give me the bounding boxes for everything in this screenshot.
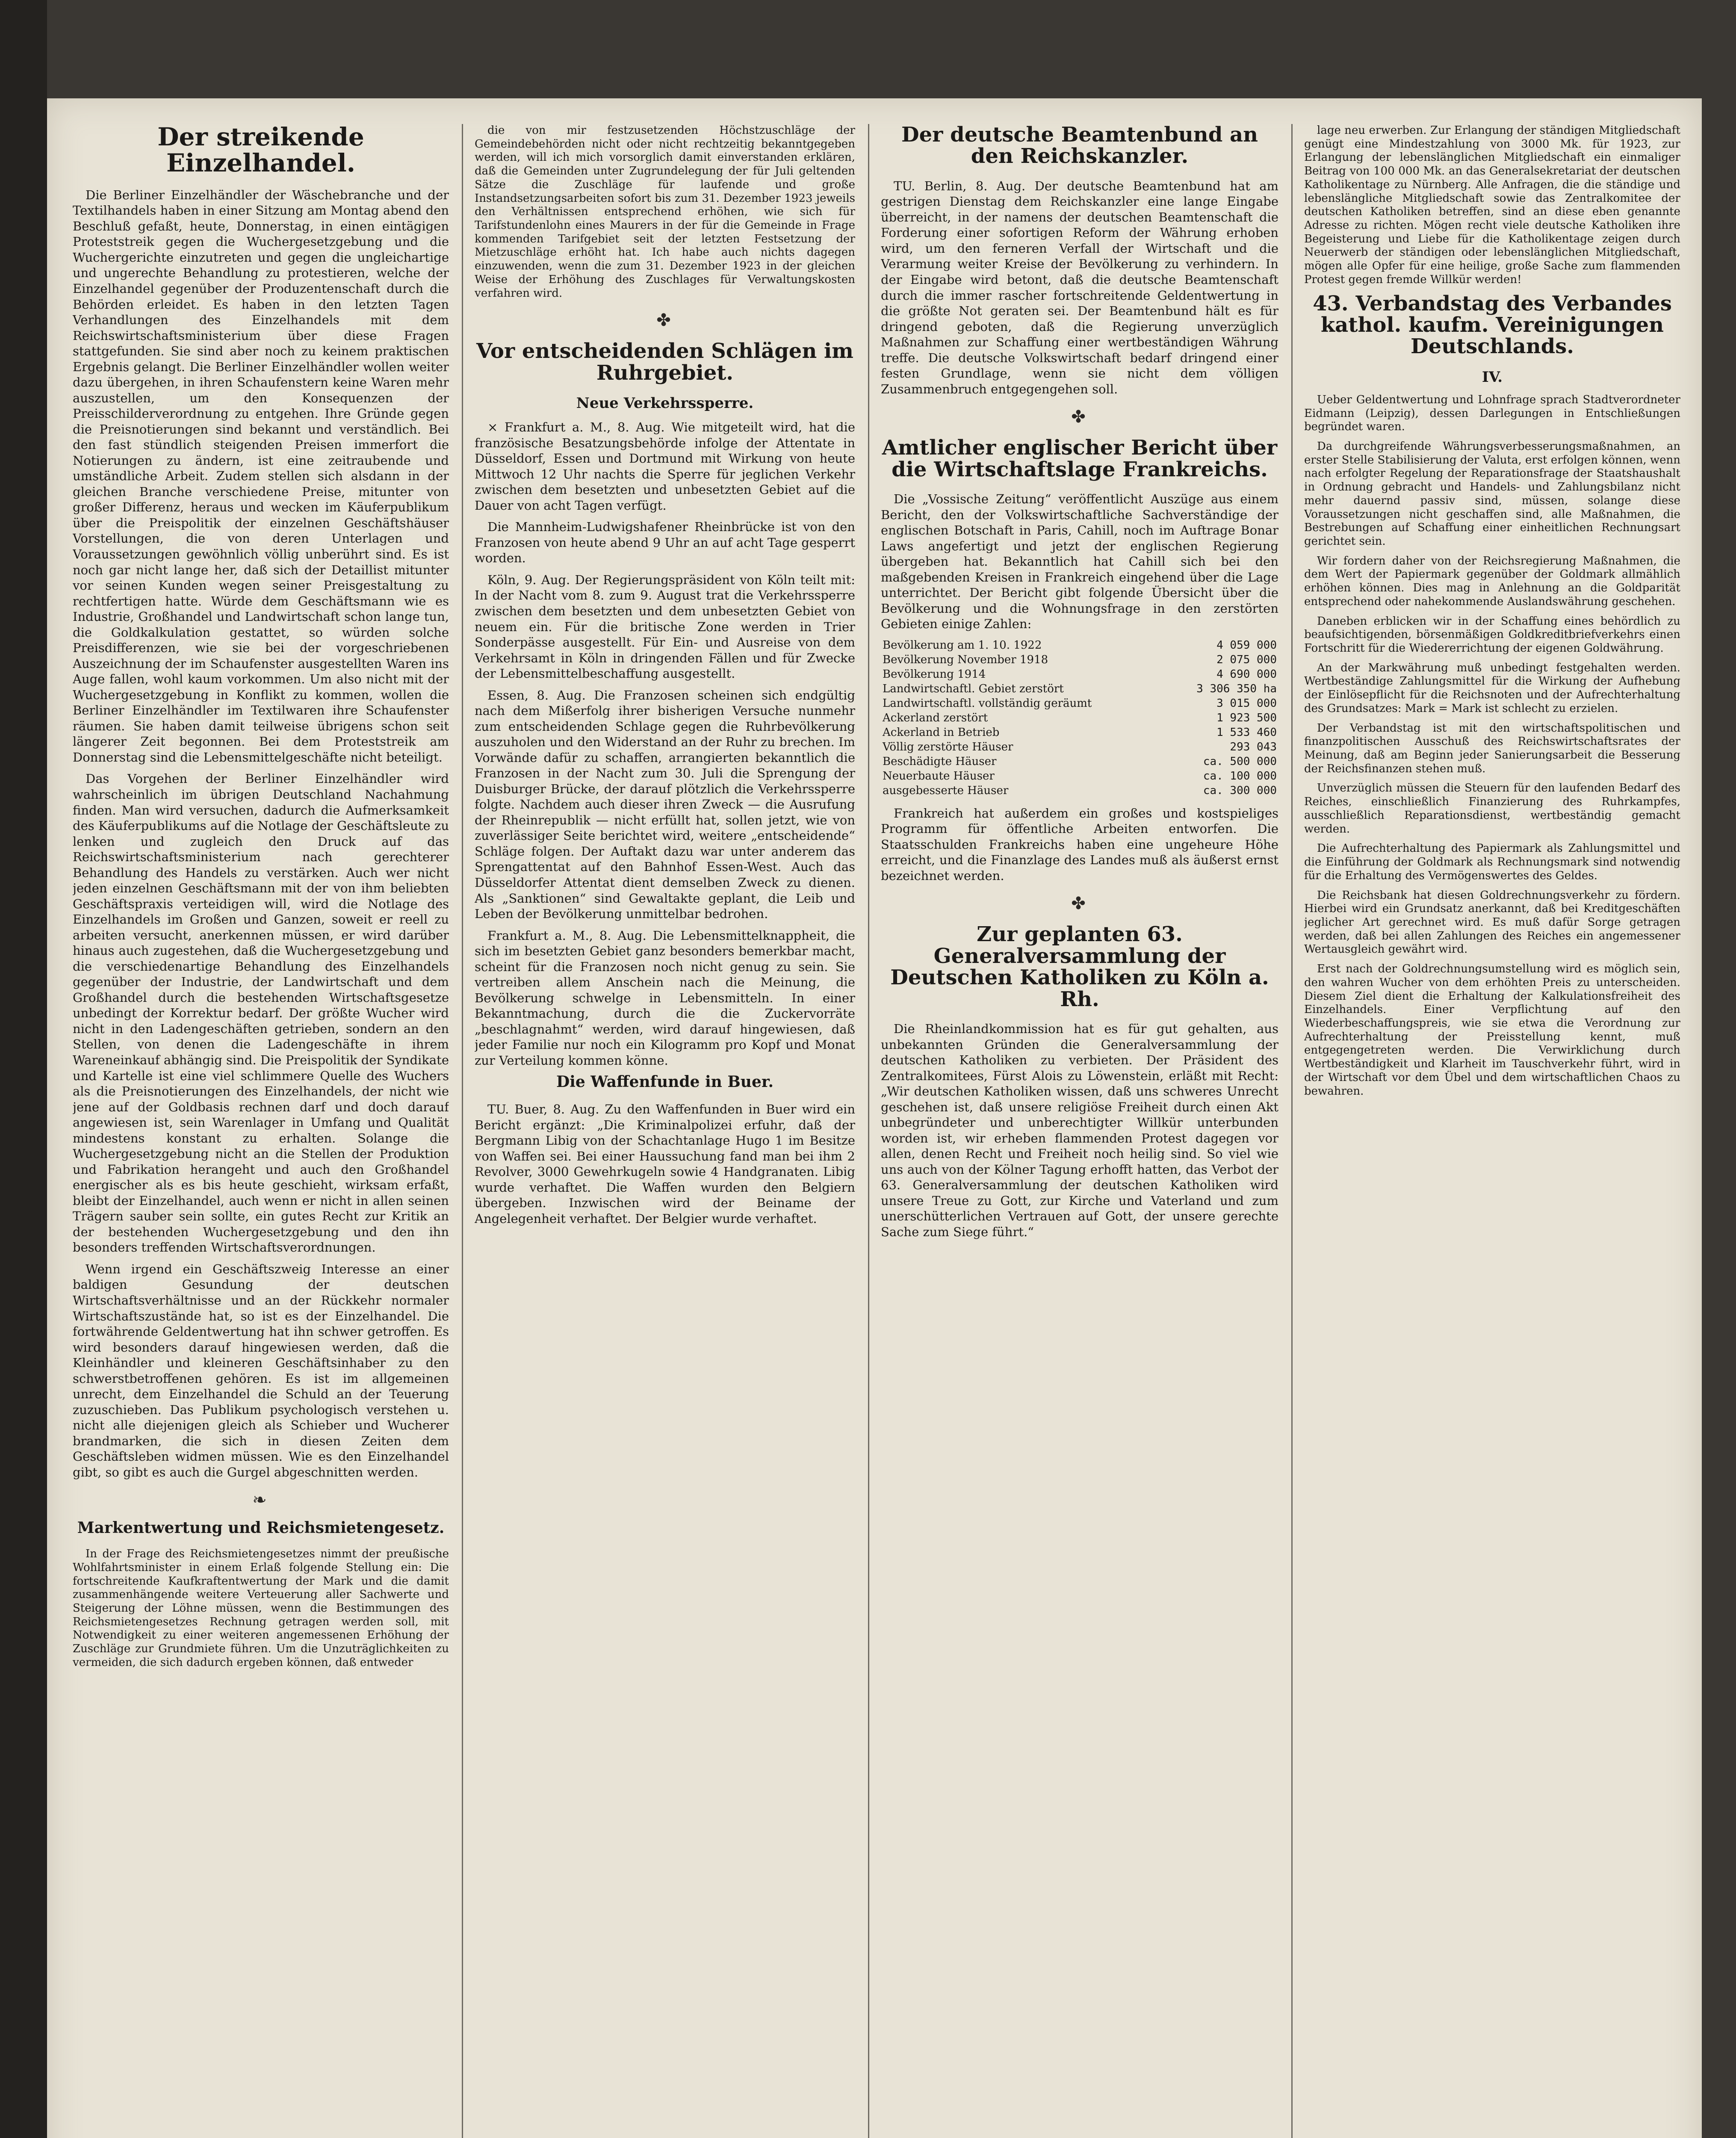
- newspaper-page: [47, 98, 1702, 2138]
- article-headline: 43. Verbandstag des Verbandes kathol. kaufm. Vereinigungen Deutschlands.: [1313, 291, 1672, 359]
- row-label: Ackerland zerstört: [883, 711, 988, 724]
- row-value: 1 533 460: [1216, 726, 1277, 739]
- column-rule: [868, 124, 869, 2138]
- article-paragraph: Der Verbandstag ist mit den wirtschaftspolitischen und finanzpolitischen Ausschuß des Reichswirtschaftsrates der Meinung, daß am Beginn jeder Sanierungsarbeit die Besserung der Reichsfinanzen stehen muß.: [1304, 721, 1680, 775]
- article-paragraph: Frankreich hat außerdem ein großes und kostspieliges Programm für öffentliche Arbeiten entworfen. Die Staatsschulden Frankreichs haben eine ungeheure Höhe erreicht, und die Finanzlage des Landes muß als äußerst ernst bezeichnet werden.: [881, 806, 1278, 883]
- table-row: [881, 769, 1278, 783]
- article-paragraph: Die Rheinlandkommission hat es für gut gehalten, aus unbekannten Gründen die Generalversammlung der deutschen Katholiken zu verbieten. Der Präsident des Zentralkomitees, Fürst Alois zu Löwenstein, erläßt mit Recht: „Wir deutschen Katholiken wissen, daß uns schweres Unrecht geschehen ist, daß unsere religiöse Freiheit durch einen Akt unbegründeter und unberechtigter Willkür unterbunden worden ist, wir erheben flammenden Protest dagegen vor allen, denen Recht und Freiheit noch heilig sind. So viel wie uns auch von der Kölner Tagung erhofft hatten, das Verbot der 63. Generalversammlung der deutschen Katholiken wird unsere Treue zu Gott, zur Kirche und Vaterland und zum unerschütterlichen Vertrauen auf Gott, der unsere gerechte Sache zum Siege führt.“: [881, 1022, 1278, 1239]
- ornament-divider: ✤: [656, 310, 673, 331]
- article-paragraph: Das Vorgehen der Berliner Einzelhändler wird wahrscheinlich im übrigen Deutschland Nachahmung finden. Man wird versuchen, dadurch die Aufmerksamkeit des Käuferpublikums auf die Notlage der Geschäftsleute zu lenken und zugleich den Druck auf das Reichswirtschaftsministerium nach gerechterer Behandlung des Handels zu verstärken. Auch wer nicht jeden einzelnen Geschäftsmann mit der von ihm beliebten Geschäftspraxis verteidigen will, wird die Notlage des Einzelhandels im Großen und Ganzen, soweit er reell zu arbeiten versucht, anerkennen müssen, er wird darüber hinaus auch zugestehen, daß die Wuchergesetzgebung und die verschiedenartige Behandlung des Einzelhandels gegenüber der Industrie, der Landwirtschaft und dem Großhandel durch die bestehenden Wirtschaftsgesetze unbedingt der Korrektur bedarf. Der größte Wucher wird nicht in den Ladengeschäften getrieben, sondern an den Stellen, von denen die Ladengeschäfte in ihrem Wareneinkauf abhängig sind. Die Preispolitik der Syndikate und Kartelle ist eine viel schlimmere Quelle des Wuchers als die Preisnotierungen des Einzelhandels, der nicht wie jene auf der Goldbasis rechnen darf und doch darauf angewiesen ist, sein Warenlager in Umfang und Qualität mindestens konstant zu erhalten. Solange die Wuchergesetzgebung nicht an die Stellen der Produktion und Fabrikation herangeht und auch den Großhandel energischer als es bis heute geschieht, wirksam erfaßt, bleibt der Einzelhandel, auch wenn er nicht in allen seinen Trägern sauber sein sollte, ein gutes Recht zur Kritik an der bestehenden Wuchergesetzgebung und den ihn besonders treffenden Wirtschaftsverordnungen.: [73, 771, 449, 1255]
- article-headline: Der streikende Einzelhandel.: [157, 124, 364, 177]
- article-paragraph: Wir fordern daher von der Reichsregierung Maßnahmen, die dem Wert der Papiermark gegenüber der Goldmark allmählich erhöhen können. Dies mag in Anlehnung an die Goldparität entsprechend oder nahekommende Auslandswährung geschehen.: [1304, 554, 1680, 608]
- article-paragraph: Köln, 9. Aug. Der Regierungspräsident von Köln teilt mit: In der Nacht vom 8. zum 9. August trat die Verkehrssperre zwischen dem besetzten und dem unbesetzten Gebiet von neuem ein. Für die britische Zone werden in Trier Sonderpässe ausgestellt. Für Ein- und Ausreise von dem Verkehrsamt in Köln in dringenden Fällen und für Zwecke der Lebensmittelbeschaffung ausgestellt.: [475, 572, 855, 681]
- row-label: Völlig zerstörte Häuser: [883, 740, 1013, 753]
- table-row: [881, 696, 1278, 711]
- row-value: 4 059 000: [1216, 638, 1277, 652]
- statistics-table: [881, 638, 1278, 798]
- article-paragraph: Ueber Geldentwertung und Lohnfrage sprach Stadtverordneter Eidmann (Leipzig), dessen Darlegungen in Entschließungen begründet waren.: [1304, 393, 1680, 434]
- row-label: Bevölkerung am 1. 10. 1922: [883, 638, 1042, 652]
- article-headline: Die Waffenfunde in Buer.: [556, 1073, 774, 1091]
- column-3: [881, 124, 1278, 2138]
- row-value: 1 923 500: [1216, 711, 1277, 724]
- table-row: [881, 638, 1278, 653]
- table-row: [881, 653, 1278, 667]
- article-paragraph: Wenn irgend ein Geschäftszweig Interesse an einer baldigen Gesundung der deutschen Wirtschaftsverhältnisse und an der Rückkehr normaler Wirtschaftszustände hat, so ist es der Einzelhandel. Die fortwährende Geldentwertung hat ihn schwer getroffen. Es wird besonders darauf hingewiesen werden, daß die Kleinhändler und kleineren Geschäftsinhaber zu den schwerstbetroffenen gehören. Es ist im allgemeinen unrecht, dem Einzelhandel die Schuld an der Teuerung zuzuschieben. Das Publikum psychologisch verstehen u. nicht alle diejenigen gleich als Schieber und Wucherer brandmarken, die sich in diesen Zeiten dem Geschäftsleben widmen müssen. Wie es den Einzelhandel gibt, so gibt es auch die Gurgel abgeschnitten werden.: [73, 1261, 449, 1479]
- article-paragraph: × Frankfurt a. M., 8. Aug. Wie mitgeteilt wird, hat die französische Besatzungsbehörde infolge der Attentate in Düsseldorf, Essen und Dortmund mit Wirkung von heute Mittwoch 12 Uhr nachts die Sperre für jeglichen Verkehr zwischen dem besetzten und unbesetzten Gebiet auf die Dauer von acht Tagen verfügt.: [475, 420, 855, 513]
- left-edge: [0, 0, 47, 2138]
- article-subheadline: IV.: [1482, 368, 1503, 386]
- table-row: [881, 725, 1278, 740]
- row-label: Ackerland in Betrieb: [883, 726, 1000, 739]
- article-paragraph: Erst nach der Goldrechnungsumstellung wird es möglich sein, den wahren Wucher von dem erhöhten Preis zu unterscheiden. Diesem Ziel dient die Erhaltung der Kalkulationsfreiheit des Einzelhandels. Einer Verpflichtung auf den Wiederbeschaffungspreis, wie sie etwa die Verordnung zur Aufrechterhaltung der Preisstellung kennt, muß entgegengetreten werden. Die Verwirklichung durch Wertbeständigkeit und Klarheit im Tauschverkehr führt, wird in der Wirtschaft vor dem Übel und dem wirtschaftlichen Chaos zu bewahren.: [1304, 963, 1680, 1098]
- row-value: 4 690 000: [1216, 667, 1277, 681]
- article-paragraph: TU. Berlin, 8. Aug. Der deutsche Beamtenbund hat am gestrigen Dienstag dem Reichskanzler eine lange Eingabe überreicht, in der namens der deutschen Beamtenschaft die Forderung einer sofortigen Reform der Währung erhoben wird, um den ferneren Verfall der Wirtschaft und die Verarmung weiter Kreise der Bevölkerung zu verhindern. In der Eingabe wird betont, daß die deutsche Beamtenschaft durch die immer rascher fortschreitende Geldentwertung in die größte Not geraten sei. Der Beamtenbund hält es für dringend geboten, daß die Regierung unverzüglich Maßnahmen zur Schaffung einer wertbeständigen Währung treffe. Die deutsche Volkswirtschaft bedarf dringend einer festen Grundlage, wenn sie nicht dem völligen Zusammenbruch entgegengehen soll.: [881, 178, 1278, 396]
- article-paragraph: Essen, 8. Aug. Die Franzosen scheinen sich endgültig nach dem Mißerfolg ihrer bisherigen Versuche nunmehr zum entscheidenden Schlage gegen die Ruhrbevölkerung auszuholen und den Widerstand an der Ruhr zu brechen. Im Vorwände dafür zu schaffen, arrangierten bekanntlich die Franzosen in der Nacht zum 30. Juli die Sprengung der Duisburger Brücke, der darauf plötzlich die Verkehrssperre folgte. Nachdem auch dieser ihren Zweck — die Ausrufung der Rheinrepublik — nicht erfüllt hat, sollen jetzt, wie von zuverlässiger Seite berichtet wird, weitere „entscheidende“ Schläge folgen. Der Auftakt dazu war unter anderem das Sprengattentat auf den Bahnhof Essen-West. Auch das Düsseldorfer Attentat dient demselben Zweck zu dienen. Als „Sanktionen“ sind Gewaltakte geplant, die Leib und Leben der Bevölkerung unmittelbar bedrohen.: [475, 688, 855, 921]
- row-label: Landwirtschaftl. vollständig geräumt: [883, 697, 1092, 710]
- table-row: [881, 740, 1278, 754]
- table-row: [881, 754, 1278, 769]
- row-label: Landwirtschaftl. Gebiet zerstört: [883, 682, 1064, 695]
- article-paragraph: Daneben erblicken wir in der Schaffung eines behördlich zu beaufsichtigenden, börsenmäßigen Goldkreditbriefverkehrs einen Fortschritt für die Wiedererrichtung der eigenen Goldwährung.: [1304, 614, 1680, 655]
- article-paragraph: Die Reichsbank hat diesen Goldrechnungsverkehr zu fördern. Hierbei wird ein Grundsatz anerkannt, daß bei Kreditgeschäften jeglicher Art gerechnet wird. Es muß dafür Sorge getragen werden, daß bei allen Zahlungen des Reiches ein angemessener Wertausgleich gewährt wird.: [1304, 889, 1680, 956]
- article-headline: Amtlicher englischer Bericht über die Wirtschaftslage Frankreichs.: [882, 436, 1278, 481]
- article-paragraph: TU. Buer, 8. Aug. Zu den Waffenfunden in Buer wird ein Bericht ergänzt: „Die Kriminalpolizei erfuhr, daß der Bergmann Libig von der Schachtanlage Hugo 1 im Besitze von Waffen sei. Bei einer Haussuchung fand man bei ihm 2 Revolver, 3000 Gewehrkugeln sowie 4 Handgranaten. Libig wurde verhaftet. Die Waffen wurden den Belgiern übergeben. Inzwischen wird der Beiname der Angelegenheit verhaftet. Der Belgier wurde verhaftet.: [475, 1102, 855, 1226]
- article-paragraph: Unverzüglich müssen die Steuern für den laufenden Bedarf des Reiches, einschließlich Finanzierung des Ruhrkampfes, ausschließlich Reparationsdienst, wertbeständig gemacht werden.: [1304, 782, 1680, 836]
- ornament-divider: ❧: [252, 1490, 269, 1510]
- article-paragraph: An der Markwährung muß unbedingt festgehalten werden. Wertbeständige Zahlungsmittel für die Wirkung der Aufhebung der Einlösepflicht für die Reichsnoten und der Aufrechterhaltung des Grundsatzes: Mark = Mark ist schlecht zu erzielen.: [1304, 661, 1680, 715]
- table-row: [881, 711, 1278, 725]
- article-paragraph: Frankfurt a. M., 8. Aug. Die Lebensmittelknappheit, die sich im besetzten Gebiet ganz besonders bemerkbar macht, scheint für die Franzosen noch nicht genug zu sein. Sie vertreiben allem Anschein nach die Meinung, die Bevölkerung schwelge in Lebensmitteln. In einer Bekanntmachung, durch die die Zuckervorräte „beschlagnahmt“ werden, wird darauf hingewiesen, daß jeder Familie nur noch ein Kilogramm pro Kopf und Monat zur Verteilung kommen könne.: [475, 928, 855, 1068]
- row-value: ca. 500 000: [1203, 755, 1277, 768]
- column-rule: [1291, 124, 1293, 2138]
- row-value: 293 043: [1230, 740, 1277, 753]
- row-value: 2 075 000: [1216, 653, 1277, 666]
- article-paragraph: Die Aufrechterhaltung des Papiermark als Zahlungsmittel und die Einführung der Goldmark als Rechnungsmark sind notwendig für die Erhaltung des Vermögenswertes des Geldes.: [1304, 842, 1680, 882]
- row-value: 3 306 350 ha: [1196, 682, 1277, 695]
- table-row: [881, 667, 1278, 682]
- column-1: [73, 124, 449, 2138]
- row-label: Beschädigte Häuser: [883, 755, 997, 768]
- row-label: Neuerbaute Häuser: [883, 769, 995, 783]
- article-headline: Markentwertung und Reichsmietengesetz.: [77, 1519, 445, 1537]
- column-2: [475, 124, 855, 2138]
- ornament-divider: ✤: [1071, 894, 1088, 914]
- article-headline: Zur geplanten 63. Generalversammlung der Deutschen Katholiken zu Köln a. Rh.: [890, 922, 1269, 1011]
- article-paragraph: Da durchgreifende Währungsverbesserungsmaßnahmen, an erster Stelle Stabilisierung der Valuta, erst erfolgen können, wenn nach erfolgter Regelung der Reparationsfrage der Staatshaushalt in Ordnung gebracht und Handels- und Zahlungsbilanz nicht mehr dauernd passiv sind, müssen, solange diese Voraussetzungen nicht geschaffen sind, alle Maßnahmen, die Bestrebungen auf Schaffung einer einheitlichen Rechnungsart gerichtet sein.: [1304, 440, 1680, 548]
- article-headline: Vor entscheidenden Schlägen im Ruhrgebiet.: [476, 339, 853, 385]
- column-4: [1304, 124, 1680, 2138]
- row-label: Bevölkerung November 1918: [883, 653, 1048, 666]
- article-paragraph: lage neu erwerben. Zur Erlangung der ständigen Mitgliedschaft genügt eine Mindestzahlung von 3000 Mk. für 1923, zur Erlangung der lebenslänglichen Mitgliedschaft ein einmaliger Beitrag von 100 000 Mk. an das Generalsekretariat der deutschen Katholikentage zu Nürnberg. Alle Anfragen, die die ständige und lebenslängliche Mitgliedschaft sowie das Zentralkomitee der deutschen Katholiken betreffen, sind an diese eben genannte Adresse zu richten. Mögen recht viele deutsche Katholiken ihre Begeisterung und Liebe für die Katholikentage zeigen durch Neuerwerb der ständigen oder lebenslänglichen Mitgliedschaft, mögen alle Opfer für eine heilige, große Sache zum flammenden Protest gegen fremde Willkür werden!: [1304, 124, 1680, 286]
- column-rule: [462, 124, 463, 2138]
- article-subheadline: Neue Verkehrssperre.: [576, 395, 754, 412]
- row-value: ca. 100 000: [1203, 769, 1277, 783]
- article-paragraph: Die Berliner Einzelhändler der Wäschebranche und der Textilhandels haben in einer Sitzung am Montag abend den Beschluß gefaßt, heute, Donnerstag, in einen eintägigen Proteststreik gegen die Wuchergesetzgebung und die Wuchergerichte einzutreten und gegen die ungleichartige und ungerechte Behandlung zu protestieren, welche der Einzelhandel gegenüber der Produzentenschaft durch die Behörden erleidet. Es haben in den letzten Tagen Verhandlungen des Einzelhandels mit dem Reichswirtschaftsministerium über diese Fragen stattgefunden. Sie sind aber noch zu keinem praktischen Ergebnis gelangt. Die Berliner Einzelhändler wollen weiter dazu übergehen, in ihren Schaufenstern keine Waren mehr auszustellen, um den Konsequenzen der Preisschilderverordnung zu entgehen. Ihre Gründe gegen die Preisnotierungen sind bekannt und verständlich. Bei den fast stündlich steigenden Preisen immerfort die Notierungen zu ändern, ist eine zeitraubende und umständliche Arbeit. Zudem stellen sich alsdann in der gleichen Branche verschiedene Preise, mitunter von großer Differenz, heraus und wecken im Käuferpublikum über die Preispolitik der einzelnen Geschäftshäuser Vorstellungen, die von deren Unterlagen und Voraussetzungen gewöhnlich völlig unberührt sind. Es ist noch gar nicht lange her, daß sich der Detaillist mitunter vor seinen Kunden wegen seiner Preisgestaltung zu rechtfertigen hatte. Würde dem Geschäftsmann wie es Industrie, Großhandel und Landwirtschaft schon lange tun, die Goldkalkulation gestattet, so würden solche Preisdifferenzen, wie sie bei der vorgeschriebenen Auszeichnung der im Schaufenster ausgestellten Waren ins Auge fallen, wohl kaum vorkommen. Um also nicht mit der Wuchergesetzgebung in Konflikt zu kommen, wollen die Berliner Einzelhändler im Textilwaren ihre Schaufenster räumen. Sie haben damit teilweise übrigens schon seit längerer Zeit begonnen. Bei dem Proteststreik am Donnerstag sind die Lebensmittelgeschäfte nicht beteiligt.: [73, 187, 449, 765]
- article-paragraph: Die „Vossische Zeitung“ veröffentlicht Auszüge aus einem Bericht, den der Volkswirtschaftliche Sachverständige der englischen Botschaft in Paris, Cahill, noch im Auftrage Bonar Laws angefertigt und jetzt der englischen Regierung übergeben hat. Bekanntlich hat Cahill sich bei den maßgebenden Kreisen in Frankreich eingehend über die Lage unterrichtet. Der Bericht gibt folgende Übersicht über die Bevölkerung und die Wohnungsfrage in den zerstörten Gebieten einige Zahlen:: [881, 492, 1278, 632]
- ornament-divider: ✤: [1071, 407, 1088, 427]
- article-headline: Der deutsche Beamtenbund an den Reichskanzler.: [901, 124, 1258, 168]
- row-label: ausgebesserte Häuser: [883, 784, 1009, 797]
- row-value: ca. 300 000: [1203, 784, 1277, 797]
- table-row: [881, 783, 1278, 798]
- article-paragraph: Die Mannheim-Ludwigshafener Rheinbrücke ist von den Franzosen von heute abend 9 Uhr an auf acht Tage gesperrt worden.: [475, 520, 855, 566]
- article-paragraph: In der Frage des Reichsmietengesetzes nimmt der preußische Wohlfahrtsminister in einem Erlaß folgende Stellung ein: Die fortschreitende Kaufkraftentwertung der Mark und die damit zusammenhängende weitere Verteuerung aller Sachwerte und Steigerung der Löhne müssen, wenn die Bestimmungen des Reichsmietengesetzes Rechnung getragen werden soll, mit Notwendigkeit zu einer weiteren angemessenen Erhöhung der Zuschläge zur Grundmiete führen. Um die Unzuträglichkeiten zu vermeiden, die sich dadurch ergeben können, daß entweder: [73, 1547, 449, 1669]
- row-value: 3 015 000: [1216, 697, 1277, 710]
- table-row: [881, 682, 1278, 696]
- article-paragraph: die von mir festzusetzenden Höchstzuschläge der Gemeindebehörden nicht oder nicht rechtzeitig bekanntgegeben werden, will ich mich vorsorglich damit einverstanden erklären, daß die Gemeinden unter Zugrundelegung der für Juli geltenden Sätze die Zuschläge für laufende und große Instandsetzungsarbeiten sofort bis zum 31. Dezember 1923 jeweils den Verhältnissen entsprechend erhöhen, wie sich für Tarifstundenlohn eines Maurers in der für die Gemeinde in Frage kommenden Tarifgebiet seit der letzten Festsetzung der Mietzuschläge erhöht hat. Ich habe auch nichts dagegen einzuwenden, wenn die zum 31. Dezember 1923 in der gleichen Weise der Erhöhung des Zuschlages für Verwaltungskosten verfahren wird.: [475, 124, 855, 300]
- row-label: Bevölkerung 1914: [883, 667, 986, 681]
